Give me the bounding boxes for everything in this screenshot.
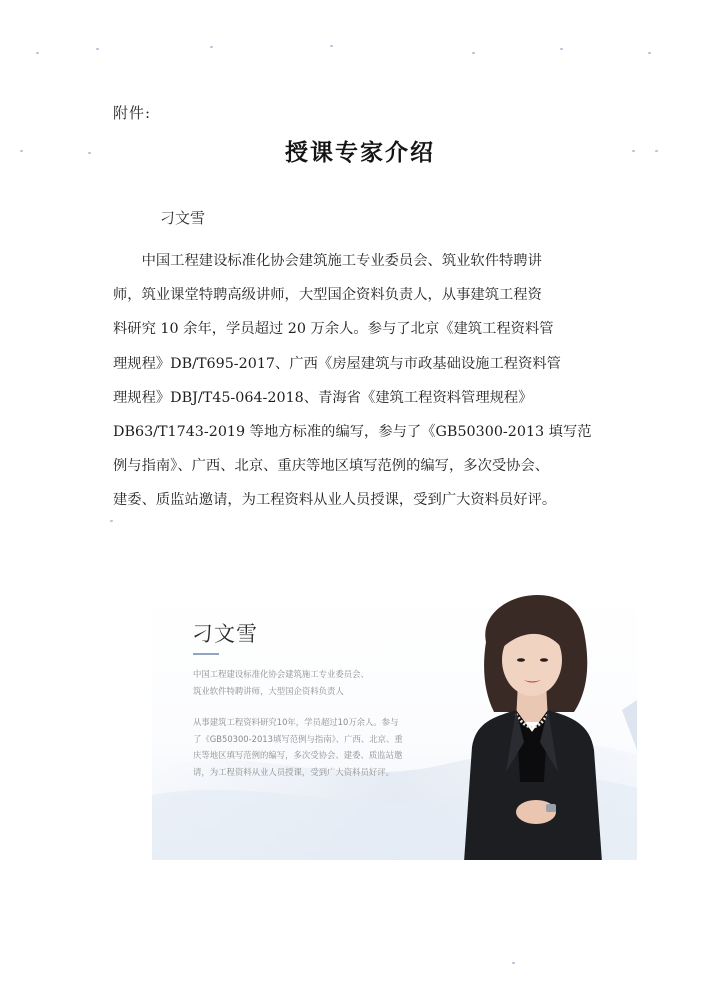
scan-speck [472, 52, 475, 54]
banner-intro-line: 中国工程建设标准化协会建筑施工专业委员会、 [193, 669, 369, 679]
banner-details [193, 714, 433, 780]
expert-name: 刁文雪 [160, 209, 206, 227]
banner-intro-line: 筑业软件特聘讲师，大型国企资料负责人 [193, 685, 344, 696]
banner-detail-line: 庆等地区填写范例的编写，多次受协会、建委、质监站邀 [193, 750, 403, 760]
bio-line: 理规程》DBJ/T45-064-2018、青海省《建筑工程资料管理规程》 [113, 389, 533, 406]
bio-line: 理规程》DB/T695-2017、广西《房屋建筑与市政基础设施工程资料管 [113, 355, 561, 372]
scan-speck [648, 52, 651, 54]
scan-speck [210, 46, 213, 48]
bio-line: 建委、质监站邀请，为工程资料从业人员授课，受到广大资料员好评。 [113, 492, 557, 509]
banner-intro [193, 666, 433, 699]
bio-line: DB63/T1743-2019 等地方标准的编写，参与了《GB50300-2013 填写范 [113, 423, 592, 440]
bio-line: 中国工程建设标准化协会建筑施工专业委员会、筑业软件特聘讲 [113, 253, 542, 269]
scan-speck [96, 48, 99, 50]
scan-speck [560, 48, 563, 50]
expert-bio [113, 244, 613, 518]
expert-portrait [424, 590, 634, 860]
bio-line: 料研究 10 余年，学员超过 20 万余人。参与了北京《建筑工程资料管 [113, 321, 554, 338]
scan-speck [110, 520, 113, 522]
banner-detail-line: 了《GB50300-2013填写范例与指南》、广西、北京、重 [193, 733, 403, 744]
page-title: 授课专家介绍 [285, 140, 435, 166]
banner-detail-line: 从事建筑工程资料研究10年，学员超过10万余人。参与 [193, 717, 399, 727]
bio-line: 师，筑业课堂特聘高级讲师，大型国企资料负责人，从事建筑工程资 [113, 287, 542, 304]
scan-speck [36, 52, 39, 54]
banner-name-underline [193, 653, 219, 655]
bio-line: 例与指南》、广西、北京、重庆等地区填写范例的编写，多次受协会、 [113, 458, 550, 475]
expert-banner [152, 590, 637, 860]
banner-expert-name: 刁文雪 [192, 622, 258, 646]
banner-detail-line: 请，为工程资料从业人员授课，受到广大资料员好评。 [193, 766, 394, 777]
scan-speck [330, 45, 333, 47]
scan-speck [512, 962, 515, 964]
attachment-label: 附件: [113, 104, 152, 122]
